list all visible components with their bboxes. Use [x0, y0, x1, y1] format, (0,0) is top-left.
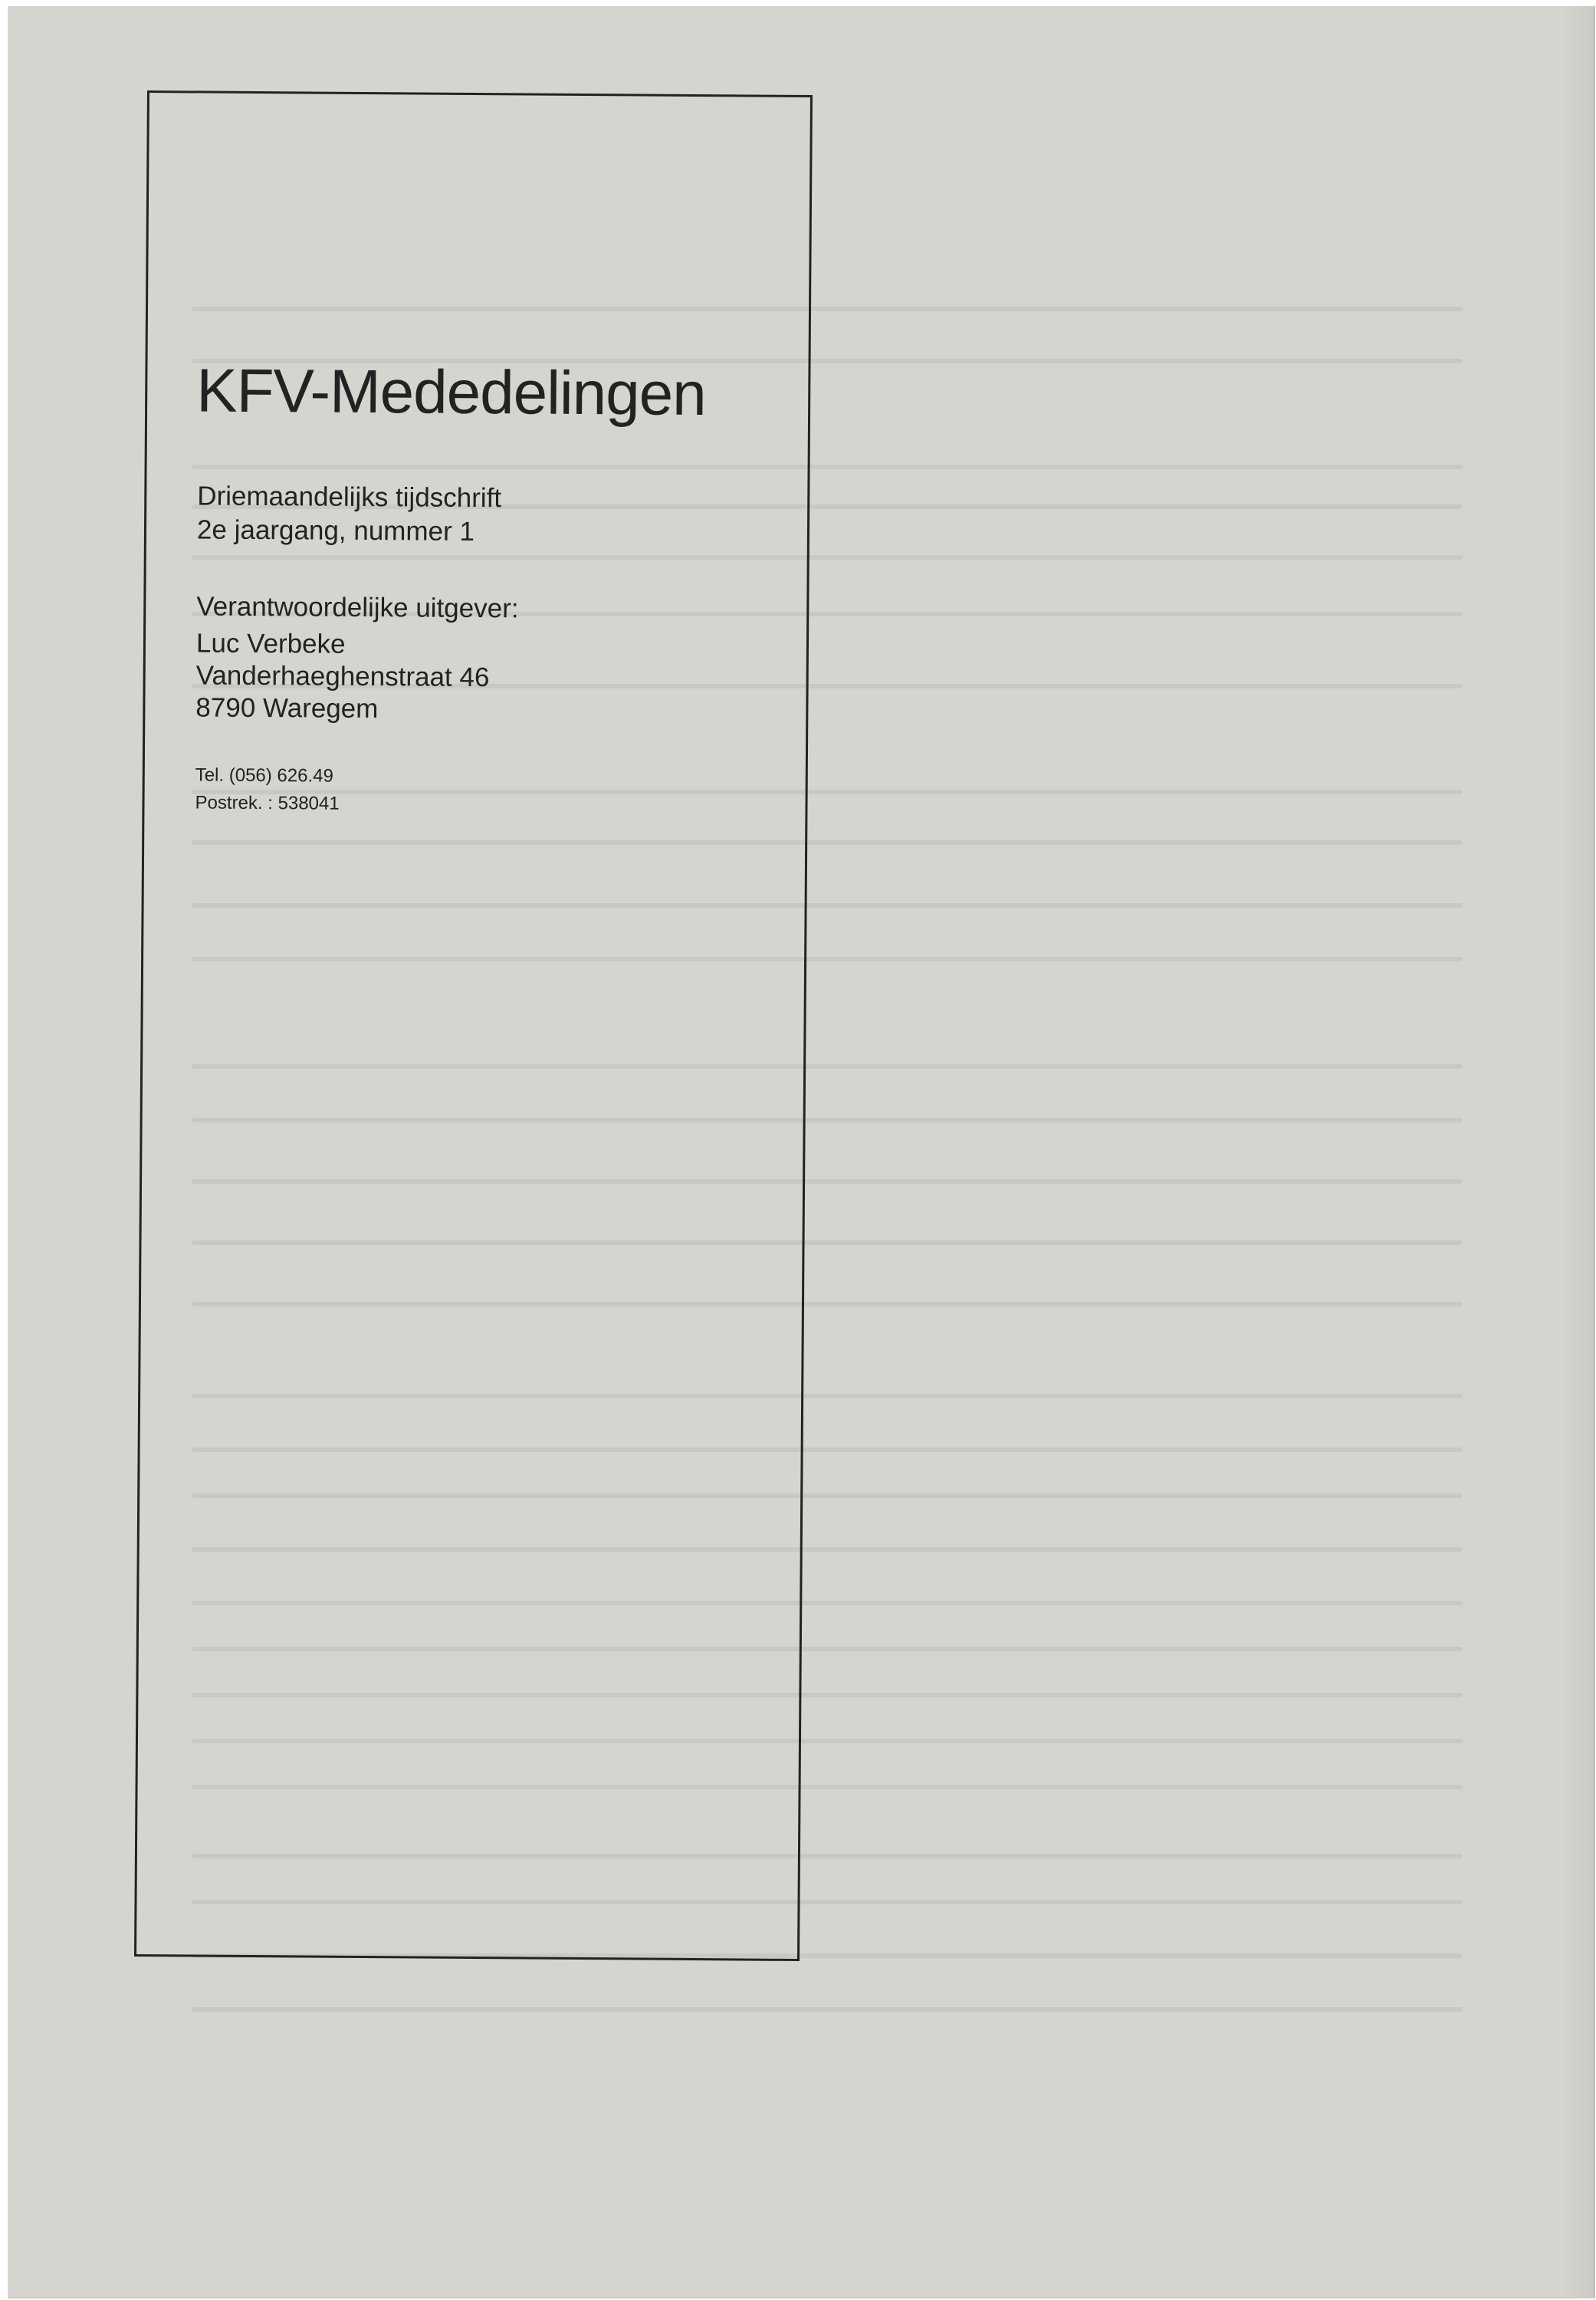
publication-issue: 2e jaargang, nummer 1 [196, 514, 475, 547]
publisher-city: 8790 Waregem [195, 692, 379, 724]
show-through-line [192, 2007, 1463, 2012]
publication-subtitle: Driemaandelijks tijdschrift [197, 481, 502, 514]
sheet-edge-shadow [1562, 6, 1593, 2297]
publisher-street: Vanderhaeghenstraat 46 [195, 660, 490, 693]
contact-phone: Tel. (056) 626.49 [195, 764, 333, 787]
publication-title: KFV-Mededelingen [195, 356, 707, 429]
publisher-name: Luc Verbeke [195, 628, 346, 659]
masthead-frame [134, 90, 813, 1961]
contact-postal-account: Postrek. : 538041 [195, 792, 340, 814]
publisher-label: Verantwoordelijke uitgever: [196, 591, 519, 624]
